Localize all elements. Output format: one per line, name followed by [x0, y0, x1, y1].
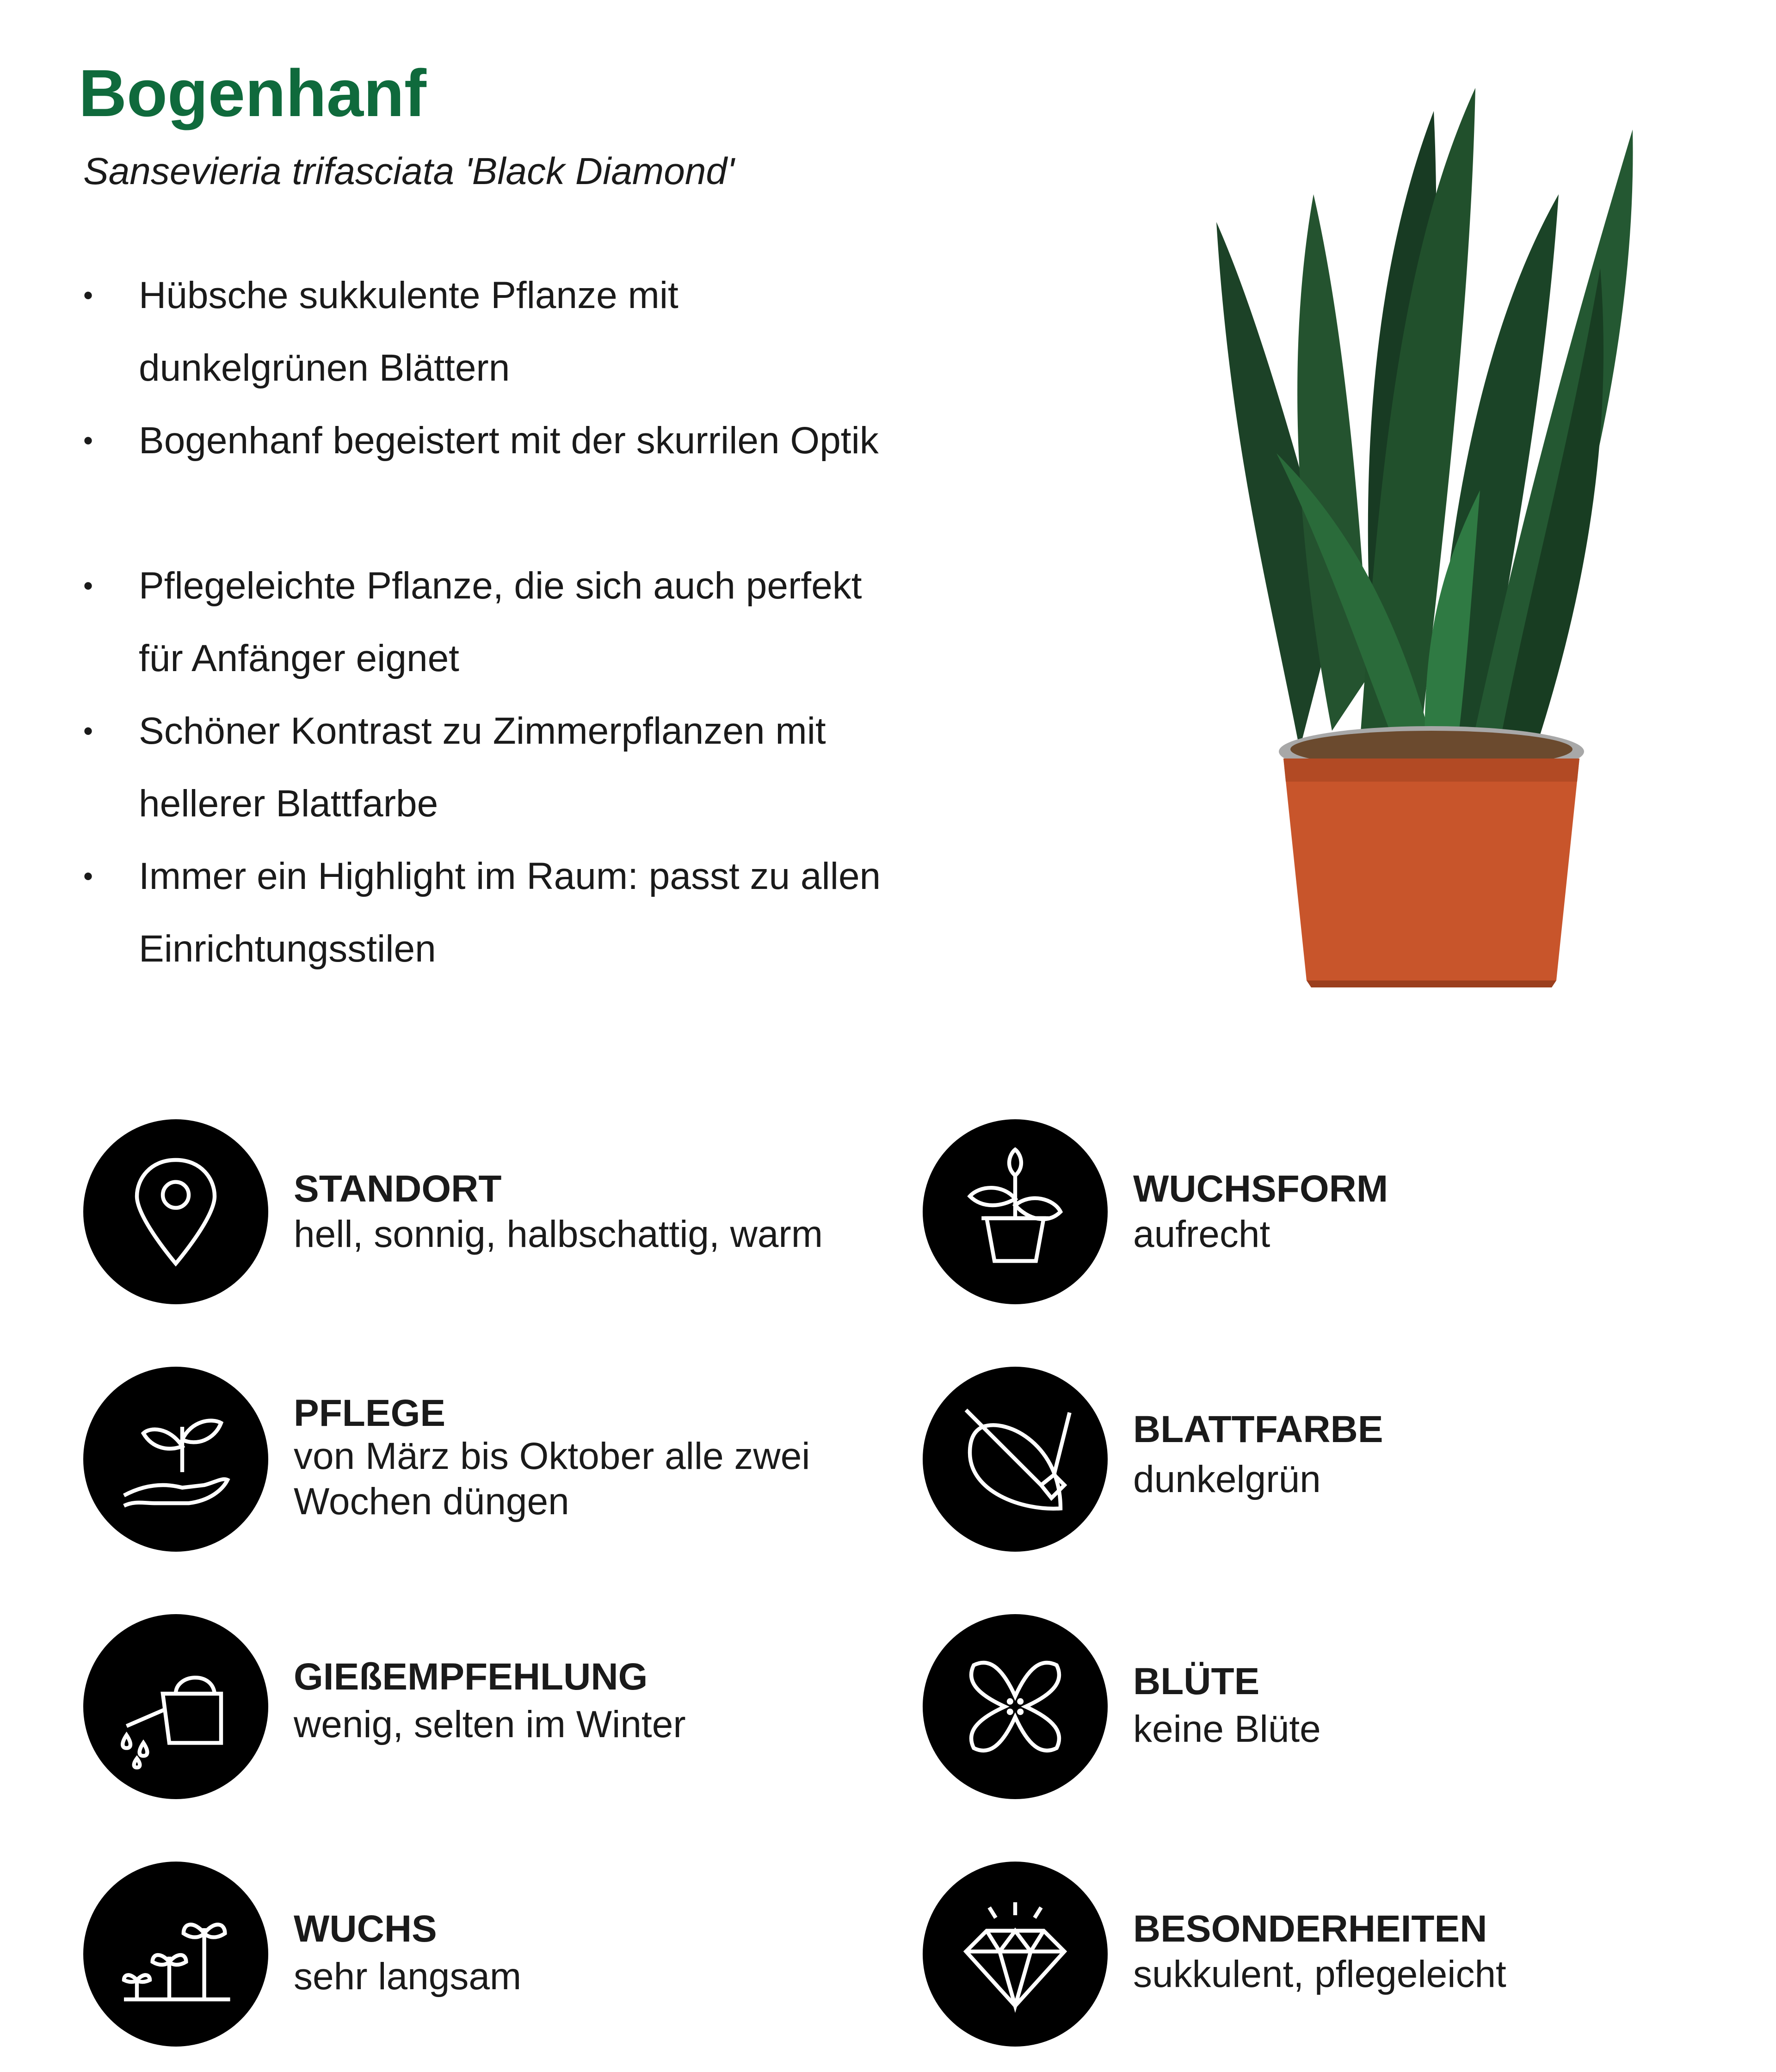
feature-bullet-list	[79, 259, 911, 985]
feature-value: dunkelgrün	[1133, 1458, 1321, 1500]
bullet-dot: •	[83, 715, 93, 746]
watering-can-icon	[111, 1642, 240, 1771]
bullet-dot: •	[83, 280, 93, 311]
feature-wuchs	[83, 1862, 925, 2047]
bullet-item: • Bogenhanf begeistert mit der skurrilen Optik	[79, 404, 911, 549]
feature-value: sukkulent, pflegeleicht	[1133, 1953, 1506, 1995]
bullet-item: • Hübsche sukkulente Pflanze mit dunkelgrünen Blättern	[79, 259, 911, 404]
growth-sprouts-icon	[111, 1889, 240, 2019]
feature-standort	[83, 1119, 925, 1304]
plant-pot	[1279, 726, 1584, 987]
botanical-name: Sansevieria trifasciata 'Black Diamond'	[83, 150, 734, 192]
feature-label: BESONDERHEITEN	[1133, 1908, 1487, 1950]
feature-value: hell, sonnig, halbschattig, warm	[294, 1213, 823, 1255]
feature-value: aufrecht	[1133, 1213, 1270, 1255]
feature-badge	[923, 1119, 1108, 1304]
feature-giessempfehlung	[83, 1614, 925, 1799]
potted-plant-icon	[950, 1147, 1080, 1276]
feature-pflege	[83, 1367, 925, 1552]
feature-badge	[923, 1367, 1108, 1552]
feature-value: keine Blüte	[1133, 1708, 1321, 1750]
feature-badge	[923, 1862, 1108, 2047]
bullet-dot: •	[83, 861, 93, 892]
leaf-brush-icon	[950, 1394, 1080, 1524]
feature-besonderheiten	[923, 1862, 1764, 2047]
flower-icon	[950, 1642, 1080, 1771]
diamond-icon	[950, 1889, 1080, 2019]
feature-label: BLATTFARBE	[1133, 1408, 1383, 1450]
feature-badge	[923, 1614, 1108, 1799]
plant-photo	[1101, 74, 1646, 990]
feature-label: WUCHSFORM	[1133, 1168, 1388, 1210]
bullet-item: • Pflegeleichte Pflanze, die sich auch perfekt für Anfänger eignet	[79, 549, 911, 695]
feature-value: von März bis Oktober alle zwei Wochen düngen	[294, 1435, 810, 1523]
feature-bluete	[923, 1614, 1764, 1799]
feature-badge	[83, 1614, 268, 1799]
feature-badge	[83, 1862, 268, 2047]
feature-badge	[83, 1119, 268, 1304]
bullet-item: • Immer ein Highlight im Raum: passt zu allen Einrichtungsstilen	[79, 840, 911, 985]
feature-badge	[83, 1367, 268, 1552]
feature-label: PFLEGE	[294, 1392, 446, 1434]
feature-label: STANDORT	[294, 1168, 502, 1210]
product-title: Bogenhanf	[79, 56, 426, 130]
feature-value: sehr langsam	[294, 1955, 522, 1998]
sprout-hand-icon	[111, 1394, 240, 1524]
feature-blattfarbe	[923, 1367, 1764, 1552]
bullet-dot: •	[83, 425, 93, 456]
location-pin-icon	[111, 1147, 240, 1276]
plant-leaves	[1216, 88, 1633, 749]
feature-label: BLÜTE	[1133, 1660, 1260, 1702]
feature-wuchsform	[923, 1119, 1764, 1304]
bullet-dot: •	[83, 570, 93, 601]
feature-label: GIEßEMPFEHLUNG	[294, 1656, 648, 1698]
feature-label: WUCHS	[294, 1908, 437, 1950]
feature-value: wenig, selten im Winter	[294, 1703, 686, 1745]
bullet-item: • Schöner Kontrast zu Zimmerpflanzen mit hellerer Blattfarbe	[79, 695, 911, 840]
